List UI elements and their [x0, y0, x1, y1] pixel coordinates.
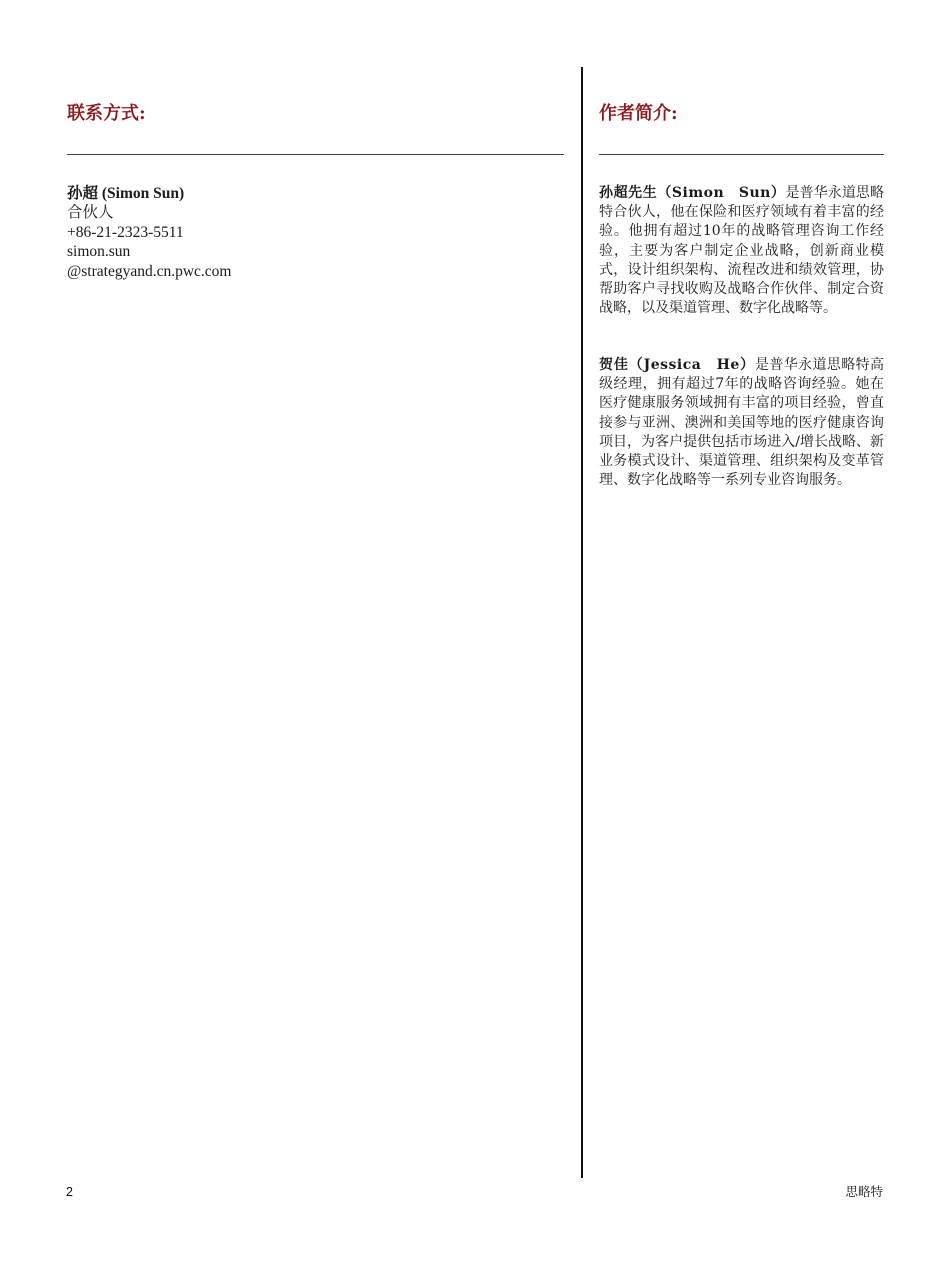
contact-name: 孙超 (Simon Sun)	[67, 185, 185, 202]
author-bio-heading: 作者简介:	[599, 103, 678, 124]
bio-text-simon-sun: 是普华永道思略特合伙人，他在保险和医疗领域有着丰富的经验。他拥有超过10年的战略管理咨询工作经验，主要为客户制定企业战略，创新商业模式，设计组织架构、流程改进和绩效管理，协帮助客户寻找收购及战略合作伙伴、制定合资战略，以及渠道管理、数字化战略等。	[599, 185, 885, 317]
column-divider	[581, 67, 583, 1178]
page-number: 2	[66, 1185, 73, 1199]
footer-brand: 思略特	[845, 1185, 883, 1199]
bio-lead-simon-sun: 孙超先生（Simon Sun）	[599, 185, 786, 201]
bio-text-jessica-he: 是普华永道思略特高级经理，拥有超过7年的战略咨询经验。她在医疗健康服务领域拥有丰富的项目经验，曾直接参与亚洲、澳洲和美国等地的医疗健康咨询项目，为客户提供包括市场进入/增长战略、新业务模式设计、渠道管理、组织架构及变革管理、数字化战略等一系列专业咨询服务。	[599, 357, 885, 489]
contact-title: 合伙人	[67, 204, 114, 222]
author-bio-heading-rule	[599, 154, 884, 155]
contact-block	[67, 184, 547, 281]
contact-heading: 联系方式:	[67, 103, 146, 124]
contact-email-line1[interactable]: simon.sun	[67, 243, 131, 261]
contact-email-line2[interactable]: @strategyand.cn.pwc.com	[67, 262, 232, 280]
bio-lead-jessica-he: 贺佳（Jessica He）	[599, 357, 755, 373]
author-bio-simon-sun	[599, 184, 884, 318]
author-bio-jessica-he	[599, 356, 884, 490]
contact-phone[interactable]: +86-21-2323-5511	[67, 223, 184, 241]
contact-heading-rule	[67, 154, 564, 155]
